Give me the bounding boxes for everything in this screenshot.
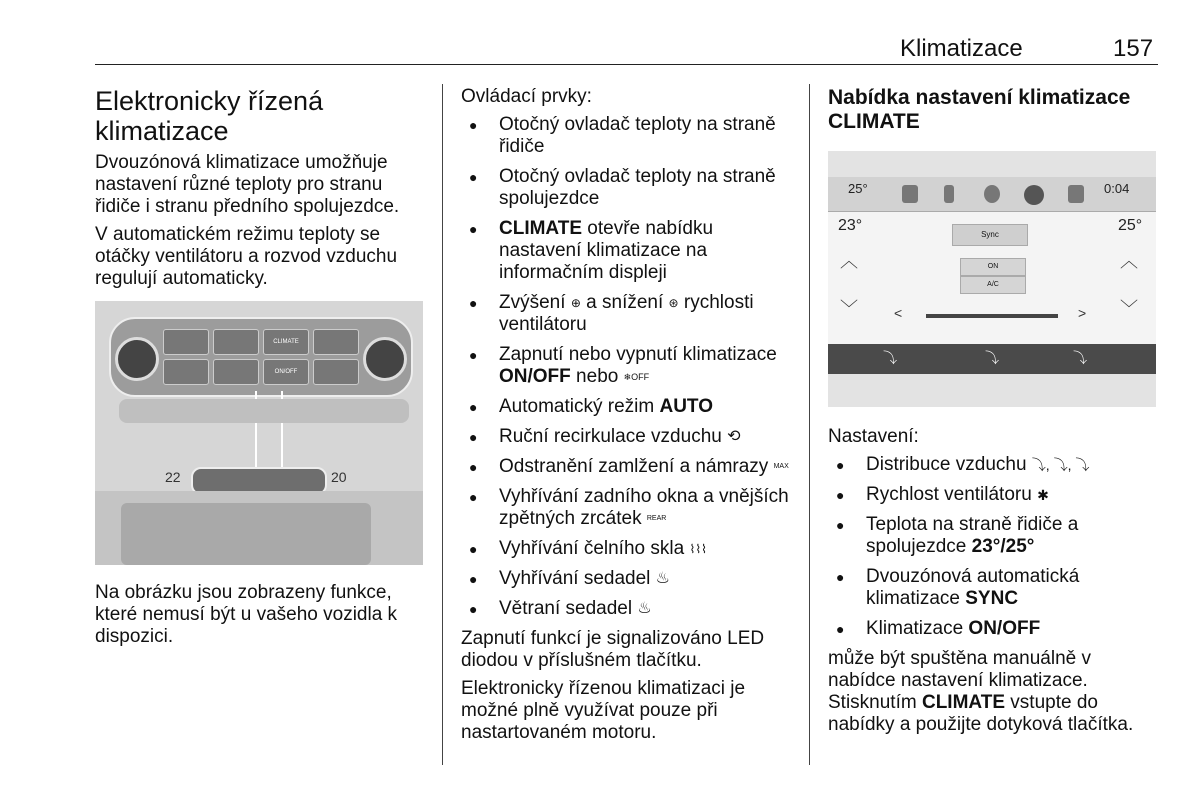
list-item — [828, 454, 1158, 476]
fan-up-icon: ⊕ — [570, 296, 581, 310]
temp-down-left-icon: ﹀ — [840, 299, 858, 319]
middle-column — [461, 86, 796, 750]
item-keyword: AUTO — [659, 396, 713, 418]
item-text: Distribuce vzduchu — [866, 454, 1032, 476]
column-divider-1 — [442, 84, 443, 765]
list-item — [461, 486, 796, 530]
panel-button-onoff: ON/OFF — [263, 359, 309, 385]
fan-down-icon: ⊛ — [668, 296, 679, 310]
seat-ventilation-icon: ♨ — [637, 600, 652, 618]
windshield-heat-icon: ⌇⌇⌇ — [689, 542, 708, 557]
console-tray — [121, 503, 371, 565]
list-item — [461, 598, 796, 620]
item-text: Klimatizace — [866, 618, 969, 640]
list-intro: Nastavení: — [828, 426, 919, 447]
item-text: Rychlost ventilátoru — [866, 484, 1038, 506]
list-item — [828, 566, 1158, 610]
panel-button — [313, 329, 359, 355]
item-keyword: ON/OFF — [499, 366, 571, 388]
nav-tab-icon — [984, 185, 1000, 203]
list-intro: Ovládací prvky: — [461, 86, 592, 107]
rear-window-heat-icon: REAR — [646, 515, 667, 523]
item-text: Otočný ovladač teploty na straně spolujezdce — [499, 166, 776, 209]
paragraph: Elektronicky řízenou klimatizaci je možné plně využívat pouze při nastartovaném motoru. — [461, 678, 746, 744]
fan-speed-slider — [926, 314, 1058, 318]
list-item — [461, 114, 796, 158]
panel-button — [163, 359, 209, 385]
airflow-upper-icon: ⤵ — [883, 350, 897, 366]
item-text: nebo — [570, 366, 624, 388]
item-text: rychlosti ventilátoru — [499, 292, 754, 336]
item-text: Otočný ovladač teploty na straně řidiče — [499, 114, 776, 157]
panel-button-climate: CLIMATE — [263, 329, 309, 355]
climate-control-photo — [95, 301, 423, 565]
list-item — [461, 166, 796, 210]
left-column — [95, 86, 425, 296]
list-item — [461, 218, 796, 284]
list-item — [461, 568, 796, 590]
page-number: 157 — [1113, 35, 1154, 62]
clock: 0:04 — [1104, 181, 1130, 196]
list-item — [828, 484, 1158, 506]
list-item — [461, 396, 796, 418]
climate-menu-screenshot — [828, 151, 1156, 407]
item-text: Dvouzónová automatická klimatizace — [866, 566, 1080, 610]
item-text: Odstranění zamlžení a námrazy — [499, 456, 774, 478]
settings-list — [828, 454, 1158, 640]
vent-buttons-row — [119, 399, 409, 423]
running-header-title: Klimatizace — [900, 35, 1023, 62]
paragraph-text: vstupte do nabídky a použijte dotyková tlačítka. — [828, 692, 1134, 736]
item-text: Teplota na straně řidiče a spolujezdce — [866, 514, 1079, 558]
column-divider-2 — [809, 84, 810, 765]
item-keyword: ON/OFF — [968, 618, 1041, 640]
subsection-heading: Nabídka nastavení klimatizace CLIMATE — [828, 86, 1131, 133]
item-text: Zapnutí nebo vypnutí klimatizace — [499, 344, 777, 366]
item-text: otevře nabídku nastavení klimatizace na informačním displeji — [499, 218, 714, 283]
air-distribution-icons: ⤵, ⤵, ⤵ — [1031, 457, 1090, 473]
fan-icon: ✱ — [1037, 487, 1049, 504]
item-text: Větraní sedadel — [499, 598, 638, 620]
item-text: Automatický režim — [499, 396, 660, 418]
seat-heat-icon: ♨ — [655, 570, 671, 588]
rear-temp-right: 20 — [331, 469, 347, 485]
list-item — [461, 426, 796, 448]
list-item — [461, 344, 796, 388]
sync-button: Sync — [952, 224, 1028, 246]
paragraph-text: může být spuštěna manuálně v nabídce nastavení klimatizace. Stisknutím — [828, 648, 1091, 714]
item-keyword: CLIMATE — [499, 218, 583, 239]
item-text: Zvýšení — [499, 292, 571, 314]
temp-up-right-icon: ︿ — [1120, 251, 1138, 271]
phone-tab-icon — [944, 185, 954, 203]
section-heading: Elektronicky řízená klimatizace — [95, 86, 324, 146]
recirculation-icon: ⟲ — [727, 428, 741, 446]
list-item — [461, 292, 796, 336]
driver-temp-knob — [115, 337, 159, 381]
panel-button — [213, 359, 259, 385]
climate-tab-icon — [1024, 185, 1044, 205]
item-text: Ruční recirkulace vzduchu — [499, 426, 728, 448]
airflow-lower-icon: ⤵ — [1073, 350, 1087, 366]
figure-caption — [95, 582, 425, 654]
fan-left-arrow-icon: < — [894, 305, 903, 321]
audio-tab-icon — [902, 185, 918, 203]
button-grid — [163, 329, 359, 385]
controls-list — [461, 114, 796, 620]
paragraph: Zapnutí funkcí je signalizováno LED diodou v příslušném tlačítku. — [461, 628, 765, 672]
panel-button — [163, 329, 209, 355]
item-text: Vyhřívání sedadel — [499, 568, 656, 590]
paragraph: Dvouzónová klimatizace umožňuje nastavení různé teploty pro stranu řidiče i stranu předního spolujezdce. — [95, 152, 400, 217]
paragraph: V automatickém režimu teploty se otáčky ventilátoru a rozvod vzduchu regulují automaticky. — [95, 224, 398, 289]
paragraph — [828, 648, 1158, 736]
on-button: ON — [960, 258, 1026, 276]
ac-button: A/C — [960, 276, 1026, 294]
passenger-temp: 25° — [1118, 217, 1143, 234]
fan-off-icon: ❄OFF — [623, 372, 650, 383]
settings-tab-icon — [1068, 185, 1084, 203]
outside-temp: 25° — [848, 181, 868, 196]
caption-text: Na obrázku jsou zobrazeny funkce, které nemusí být u vašeho vozidla k dispozici. — [95, 582, 398, 647]
fan-speed-fill — [926, 314, 1058, 318]
driver-temp: 23° — [838, 217, 863, 234]
paragraph-keyword: CLIMATE — [921, 692, 1006, 714]
item-text: Vyhřívání zadního okna a vnějších zpětných zrcátek — [499, 486, 789, 530]
list-item — [828, 514, 1158, 558]
right-column-heading — [828, 86, 1158, 134]
item-text: a snížení — [580, 292, 669, 314]
panel-button — [313, 359, 359, 385]
item-keyword: SYNC — [965, 588, 1019, 610]
list-item — [461, 456, 796, 478]
defrost-max-icon: MAX — [773, 463, 789, 471]
temp-up-left-icon: ︿ — [840, 251, 858, 271]
rear-temp-left: 22 — [165, 469, 181, 485]
item-text: Vyhřívání čelního skla — [499, 538, 690, 560]
passenger-temp-knob — [363, 337, 407, 381]
right-column — [828, 426, 1158, 742]
header-rule — [95, 64, 1158, 65]
item-keyword: 23°/25° — [971, 536, 1035, 558]
control-panel — [109, 317, 413, 397]
panel-button — [213, 329, 259, 355]
fan-right-arrow-icon: > — [1078, 305, 1087, 321]
list-item — [828, 618, 1158, 640]
list-item — [461, 538, 796, 560]
temp-down-right-icon: ﹀ — [1120, 299, 1138, 319]
airflow-middle-icon: ⤵ — [985, 350, 999, 366]
